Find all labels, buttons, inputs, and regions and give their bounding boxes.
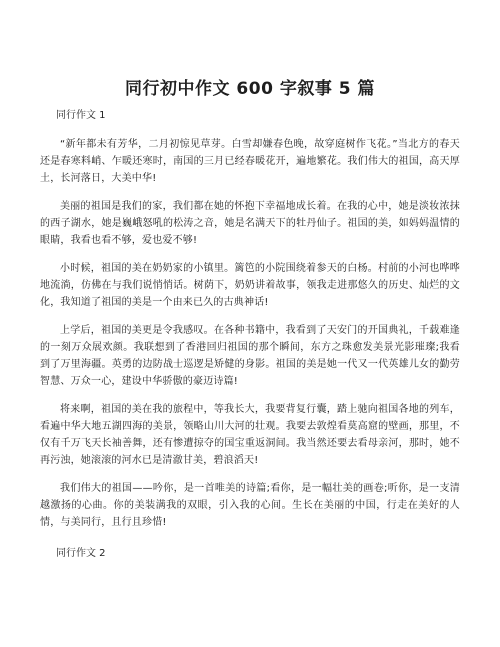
document-body bbox=[40, 107, 460, 574]
document-title: 同行初中作文 600 字叙事 5 篇 bbox=[125, 79, 375, 99]
paragraph: 小时候，祖国的美在奶奶家的小镇里。篱笆的小院围绕着参天的白杨。村前的小河也哗哗地流淌，仿佛在与我们说悄悄话。树荫下，奶奶讲着故事，领我走进那悠久的历史、灿烂的文化，我知道了祖国的美是一个由来已久的古典神话! bbox=[40, 263, 460, 308]
essay-1-heading: 同行作文 1 bbox=[56, 110, 106, 121]
paragraph: 将来啊，祖国的美在我的旅程中，等我长大，我要背复行囊，踏上驰向祖国各地的列车，看遍中华大地五湖四海的美景，领略山川大河的壮观。我要去敦煌看莫高窟的壁画，那里，不仅有千万飞天长袖善舞，还有惨遭掠夺的国宝重返洞间。我当然还要去看母亲河，那时，她不再污浊，她滚滚的河水已是清澈甘美，碧浪滔天! bbox=[40, 404, 460, 466]
paragraph: 美丽的祖国是我们的家，我们都在她的怀抱下幸福地成长着。在我的心中，她是淡妆浓抹的西子湖水，她是巍峨怒吼的松涛之音，她是名满天下的牡丹仙子。祖国的美，如妈妈温情的眼睛，我看也看不够，爱也爱不够! bbox=[40, 201, 460, 246]
paragraph: 上学后，祖国的美更是令我感叹。在各种书籍中，我看到了天安门的开国典礼，千载难逢的一刻万众展欢颜。我联想到了香港回归祖国的那个瞬间，东方之珠愈发美景光影璀璨;我看到了万里海疆。英勇的边防战士巡逻是矫健的身影。祖国的美是她一代又一代英雄儿女的勤劳智慧、万众一心，建设中华骄傲的豪迈诗篇! bbox=[40, 325, 460, 387]
paragraph: 我们伟大的祖国——吟你，是一首唯美的诗篇;看你，是一幅壮美的画卷;听你，是一支清越激扬的心曲。你的美装满我的双眼，引入我的心间。生长在美丽的中国，行走在美好的人情，与美同行，且行且珍惜! bbox=[40, 483, 460, 528]
essay-2-heading: 同行作文 2 bbox=[56, 548, 106, 559]
paragraph: “新年都未有芳华，二月初惊见草芽。白雪却嫌春色晚，故穿庭树作飞花。”当北方的春天还是春寒料峭、乍暖还寒时，南国的三月已经春暖花开，遍地繁花。我们伟大的祖国，高天厚土，长河落日，大美中华! bbox=[40, 139, 460, 184]
